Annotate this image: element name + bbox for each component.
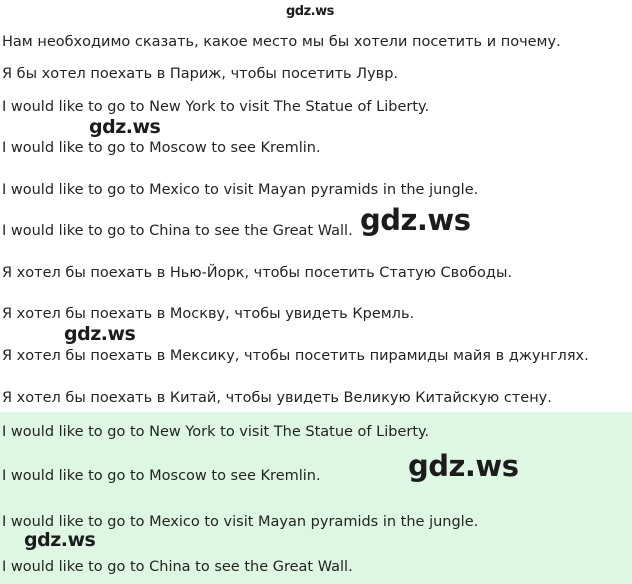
highlighted-text-line: I would like to go to Mexico to visit Mayan pyramids in the jungle.	[2, 514, 479, 530]
text-line: Нам необходимо сказать, какое место мы бы хотели посетить и почему.	[2, 34, 561, 50]
highlighted-text-line: I would like to go to China to see the Great Wall.	[2, 559, 353, 575]
watermark: gdz.ws	[286, 4, 334, 19]
watermark: gdz.ws	[360, 203, 471, 237]
watermark: gdz.ws	[24, 529, 96, 551]
text-line: Я хотел бы поехать в Мексику, чтобы посетить пирамиды майя в джунглях.	[2, 348, 589, 364]
text-line: I would like to go to Mexico to visit Mayan pyramids in the jungle.	[2, 182, 479, 198]
watermark: gdz.ws	[64, 323, 136, 345]
text-line: I would like to go to Moscow to see Kremlin.	[2, 140, 321, 156]
watermark: gdz.ws	[89, 116, 161, 138]
text-line: Я бы хотел поехать в Париж, чтобы посетить Лувр.	[2, 66, 399, 82]
text-line: Я хотел бы поехать в Нью-Йорк, чтобы посетить Статую Свободы.	[2, 265, 512, 281]
highlighted-text-line: I would like to go to New York to visit The Statue of Liberty.	[2, 424, 430, 440]
text-line: I would like to go to China to see the Great Wall.	[2, 223, 353, 239]
text-line: I would like to go to New York to visit The Statue of Liberty.	[2, 99, 430, 115]
text-line: Я хотел бы поехать в Москву, чтобы увидеть Кремль.	[2, 306, 415, 322]
text-line: Я хотел бы поехать в Китай, чтобы увидеть Великую Китайскую стену.	[2, 390, 552, 406]
watermark: gdz.ws	[408, 449, 519, 483]
highlighted-text-line: I would like to go to Moscow to see Kremlin.	[2, 468, 321, 484]
